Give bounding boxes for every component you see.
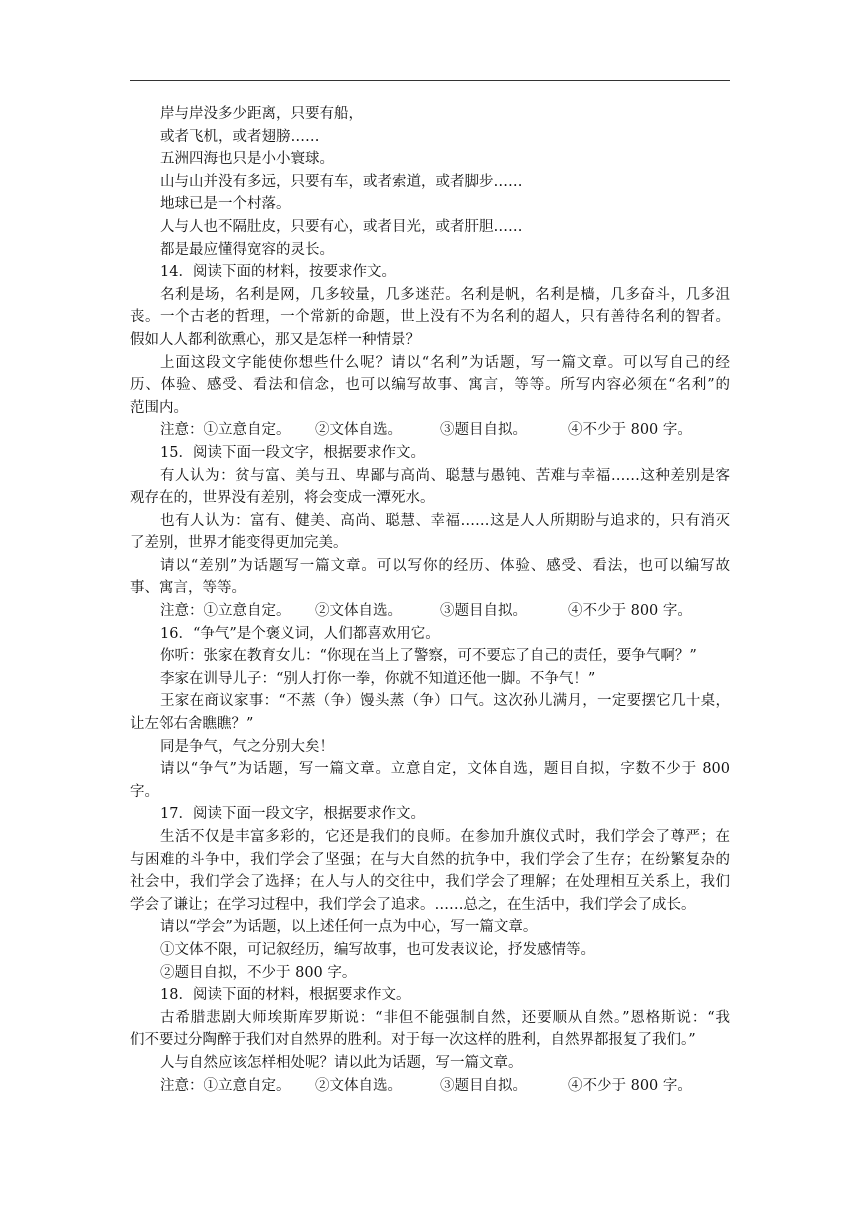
q14-para1-line: 丧。一个古老的哲理，一个常新的命题，世上没有不为名利的超人，只有善待名利的智者。 — [130, 309, 730, 326]
q16-heading: 16．“争气”是个褒义词，人们都喜欢用它。 — [160, 625, 440, 642]
note-item: ③题目自拟。 — [440, 1077, 527, 1094]
q17-requirement: ①文体不限，可记叙经历，编写故事，也可发表议论，抒发感情等。 — [160, 941, 595, 958]
poem-line: 地球已是一个村落。 — [160, 196, 291, 213]
note-item: ②文体自选。 — [315, 1077, 402, 1094]
poem-line: 都是最应懂得宽容的灵长。 — [160, 241, 334, 258]
q15-heading: 15．阅读下面一段文字，根据要求作文。 — [160, 444, 425, 461]
header-rule — [130, 80, 730, 81]
q14-heading: 14．阅读下面的材料，按要求作文。 — [160, 264, 396, 281]
q17-line: 请以“学会”为话题，以上述任何一点为中心，写一篇文章。 — [160, 919, 538, 936]
q18-para1-line: 们不要过分陶醉于我们对自然界的胜利。对于每一次这样的胜利，自然界都报复了我们。” — [130, 1032, 696, 1049]
note-item: ④不少于 800 字。 — [568, 422, 692, 439]
q15-para3-line: 事、寓言，等等。 — [130, 580, 246, 597]
note-item: ④不少于 800 字。 — [568, 603, 692, 620]
q18-notes — [130, 1075, 730, 1098]
q17-para1-line: 学会了谦让；在学习过程中，我们学会了追求。……总之，在生活中，我们学会了成长。 — [130, 896, 696, 913]
q14-para2-line: 上面这段文字能使你想些什么呢？请以“名利”为话题，写一篇文章。可以写自己的经 — [160, 354, 730, 371]
document-body — [130, 103, 730, 1097]
q17-requirement: ②题目自拟，不少于 800 字。 — [160, 964, 357, 981]
note-item: ④不少于 800 字。 — [568, 1077, 692, 1094]
q15-notes — [130, 600, 730, 623]
q15-para1-line: 观存在的，世界没有差别，将会变成一潭死水。 — [130, 490, 435, 507]
poem-line: 人与人也不隔肚皮，只要有心，或者目光，或者肝胆…… — [160, 218, 523, 235]
q17-para1-line: 与困难的斗争中，我们学会了坚强；在与大自然的抗争中，我们学会了生存；在纷繁复杂的 — [130, 851, 730, 868]
q14-notes — [130, 419, 730, 442]
q16-para3-line: 让左邻右舍瞧瞧？” — [130, 716, 254, 733]
q18-line: 人与自然应该怎样相处呢？请以此为话题，写一篇文章。 — [160, 1054, 523, 1071]
q16-para5-line: 请以“争气”为话题，写一篇文章。立意自定，文体自选，题目自拟，字数不少于 800 — [160, 761, 730, 778]
q16-line: 李家在训导儿子：“别人打你一拳，你就不知道还他一脚。不争气！” — [160, 670, 596, 687]
note-item: 注意：①立意自定。 — [160, 1077, 291, 1094]
poem-line: 或者飞机，或者翅膀…… — [160, 128, 320, 145]
q14-para1-line: 名利是场，名利是网，几多较量，几多迷茫。名利是帆，名利是樯，几多奋斗，几多沮 — [160, 286, 730, 303]
q16-para5-line: 字。 — [130, 783, 159, 800]
q15-para1-line: 有人认为：贫与富、美与丑、卑鄙与高尚、聪慧与愚钝、苦难与幸福……这种差别是客 — [160, 467, 730, 484]
note-item: ②文体自选。 — [315, 422, 402, 439]
poem-line: 岸与岸没多少距离，只要有船， — [160, 106, 363, 122]
note-item: ②文体自选。 — [315, 603, 402, 620]
note-item: 注意：①立意自定。 — [160, 422, 291, 439]
poem-line: 山与山并没有多远，只要有车，或者索道，或者脚步…… — [160, 173, 523, 190]
q15-para2-line: 了差别，世界才能变得更加完美。 — [130, 535, 348, 552]
note-item: ③题目自拟。 — [440, 603, 527, 620]
q17-para1-line: 生活不仅是丰富多彩的，它还是我们的良师。在参加升旗仪式时，我们学会了尊严；在 — [160, 829, 730, 845]
q15-para2-line: 也有人认为：富有、健美、高尚、聪慧、幸福……这是人人所期盼与追求的，只有消灭 — [160, 512, 730, 529]
q15-para3-line: 请以“差别”为话题写一篇文章。可以写你的经历、体验、感受、看法，也可以编写故 — [160, 557, 730, 574]
q18-para1-line: 古希腊悲剧大师埃斯库罗斯说：“非但不能强制自然，还要顺从自然。”恩格斯说：“我 — [160, 1009, 730, 1026]
q16-para3-line: 王家在商议家事：“不蒸（争）馒头蒸（争）口气。这次孙儿满月，一定要摆它几十桌， — [160, 693, 730, 710]
q17-heading: 17．阅读下面一段文字，根据要求作文。 — [160, 806, 425, 823]
poem-line: 五洲四海也只是小小寰球。 — [160, 151, 334, 168]
q18-heading: 18．阅读下面的材料，根据要求作文。 — [160, 987, 411, 1004]
q16-line: 同是争气，气之分别大矣！ — [160, 738, 334, 755]
q17-para1-line: 社会中，我们学会了选择；在人与人的交往中，我们学会了理解；在处理相互关系上，我们 — [130, 874, 730, 891]
note-item: 注意：①立意自定。 — [160, 603, 291, 620]
q14-para2-line: 历、体验、感受、看法和信念，也可以编写故事、寓言，等等。所写内容必须在“名利”的 — [130, 377, 730, 394]
note-item: ③题目自拟。 — [440, 422, 527, 439]
q14-para2-line: 范围内。 — [130, 399, 188, 416]
q16-line: 你听：张家在教育女儿：“你现在当上了警察，可不要忘了自己的责任，要争气啊？” — [160, 648, 697, 665]
q14-para1-line: 假如人人都利欲熏心，那又是怎样一种情景？ — [130, 331, 420, 348]
